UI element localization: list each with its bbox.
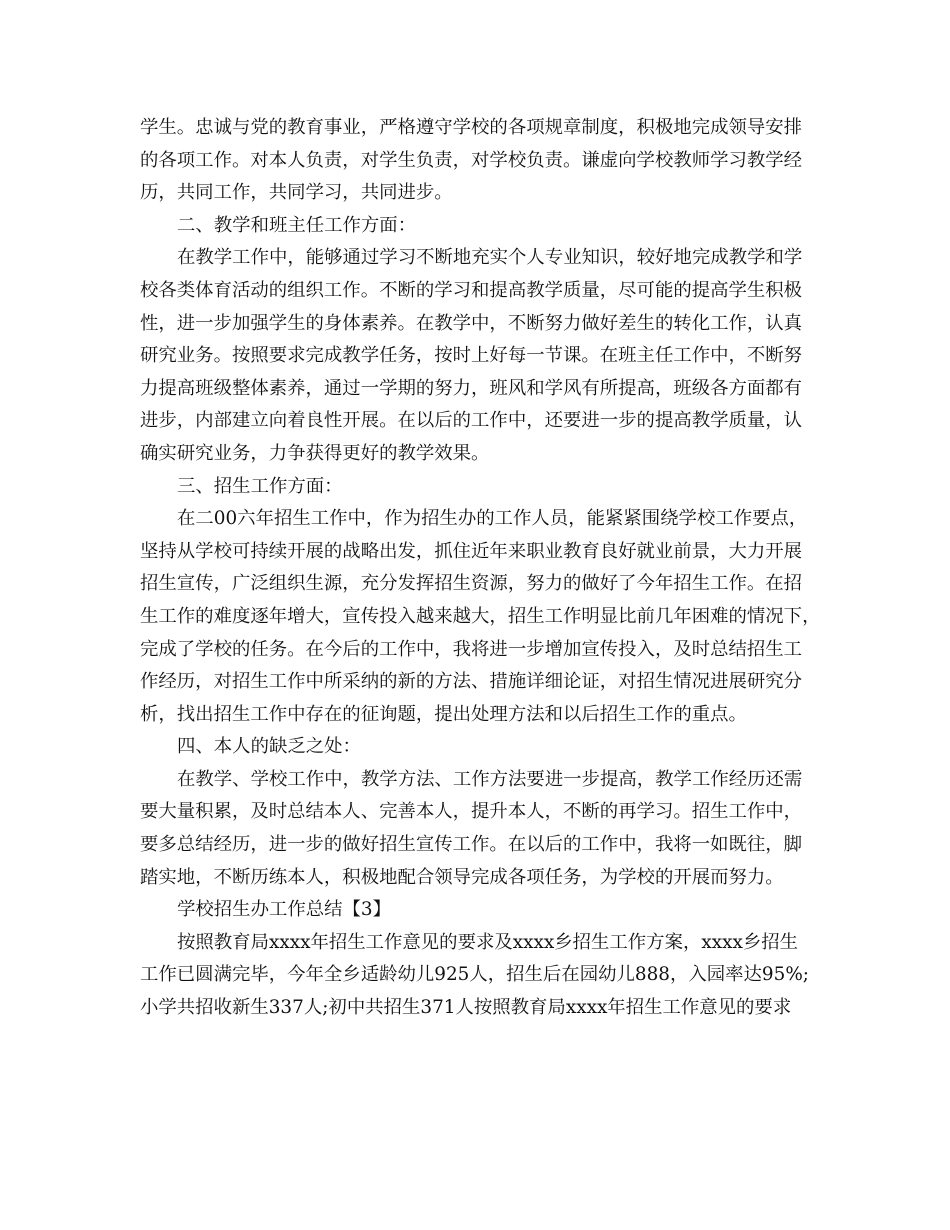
- text-line: 在教学工作中，能够通过学习不断地充实个人专业知识，较好地完成教学和学: [177, 247, 803, 269]
- text-line: 校各类体育活动的组织工作。不断的学习和提高教学质量，尽可能的提高学生积极: [140, 279, 803, 301]
- text-line: 进步，内部建立向着良性开展。在以后的工作中，还要进一步的提高教学质量，认: [140, 410, 803, 432]
- text-line: 的各项工作。对本人负责，对学生负责，对学校负责。谦虚向学校教师学习教学经: [140, 149, 803, 171]
- text-line: 踏实地，不断历练本人，积极地配合领导完成各项任务，为学校的开展而努力。: [140, 866, 784, 888]
- text-line: 按照教育局xxxx年招生工作意见的要求及xxxx乡招生工作方案，xxxx乡招生: [177, 931, 799, 953]
- text-line: 要多总结经历，进一步的做好招生宣传工作。在以后的工作中，我将一如既往，脚: [140, 834, 803, 856]
- text-line: 历，共同工作，共同学习，共同进步。: [140, 182, 453, 204]
- document-body: [140, 112, 820, 1025]
- text-line: 析，找出招生工作中存在的征询题，提出处理方法和以后招生工作的重点。: [140, 703, 747, 725]
- text-line: 完成了学校的任务。在今后的工作中，我将进一步增加宣传投入，及时总结招生工: [140, 638, 803, 660]
- text-line: 力提高班级整体素养，通过一学期的努力，班风和学风有所提高，班级各方面都有: [140, 377, 803, 399]
- section-heading-enrollment: 三、招生工作方面：: [177, 475, 343, 497]
- text-line: 在教学、学校工作中，教学方法、工作方法要进一步提高，教学工作经历还需: [177, 768, 803, 790]
- section-heading-teaching: 二、教学和班主任工作方面：: [177, 214, 417, 236]
- text-line: 生工作的难度逐年增大，宣传投入越来越大，招生工作明显比前几年困难的情况下，: [140, 605, 821, 627]
- text-line: 确实研究业务，力争获得更好的教学效果。: [140, 442, 490, 464]
- text-line: 性，进一步加强学生的身体素养。在教学中，不断努力做好差生的转化工作，认真: [140, 312, 803, 334]
- text-line: 研究业务。按照要求完成教学任务，按时上好每一节课。在班主任工作中，不断努: [140, 345, 803, 367]
- text-line: 学生。忠诚与党的教育事业，严格遵守学校的各项规章制度，积极地完成领导安排: [140, 117, 803, 138]
- text-line: 要大量积累，及时总结本人、完善本人，提升本人，不断的再学习。招生工作中，: [140, 801, 803, 823]
- text-line: 在二00六年招生工作中，作为招生办的工作人员，能紧紧围绕学校工作要点，: [177, 508, 808, 530]
- section-heading-shortcomings: 四、本人的缺乏之处：: [177, 736, 361, 758]
- text-line: 小学共招收新生337人;初中共招生371人按照教育局xxxx年招生工作意见的要求: [140, 997, 792, 1019]
- text-line: 坚持从学校可持续开展的战略出发，抓住近年来职业教育良好就业前景，大力开展: [140, 540, 803, 562]
- text-line: 招生宣传，广泛组织生源，充分发挥招生资源，努力的做好了今年招生工作。在招: [140, 573, 803, 595]
- article-title: 学校招生办工作总结【3】: [177, 899, 391, 921]
- text-line: 作经历，对招生工作中所采纳的新的方法、措施详细论证，对招生情况进展研究分: [140, 671, 803, 693]
- text-line: 工作已圆满完毕，今年全乡适龄幼儿925人，招生后在园幼儿888，入园率达95%;: [140, 964, 809, 986]
